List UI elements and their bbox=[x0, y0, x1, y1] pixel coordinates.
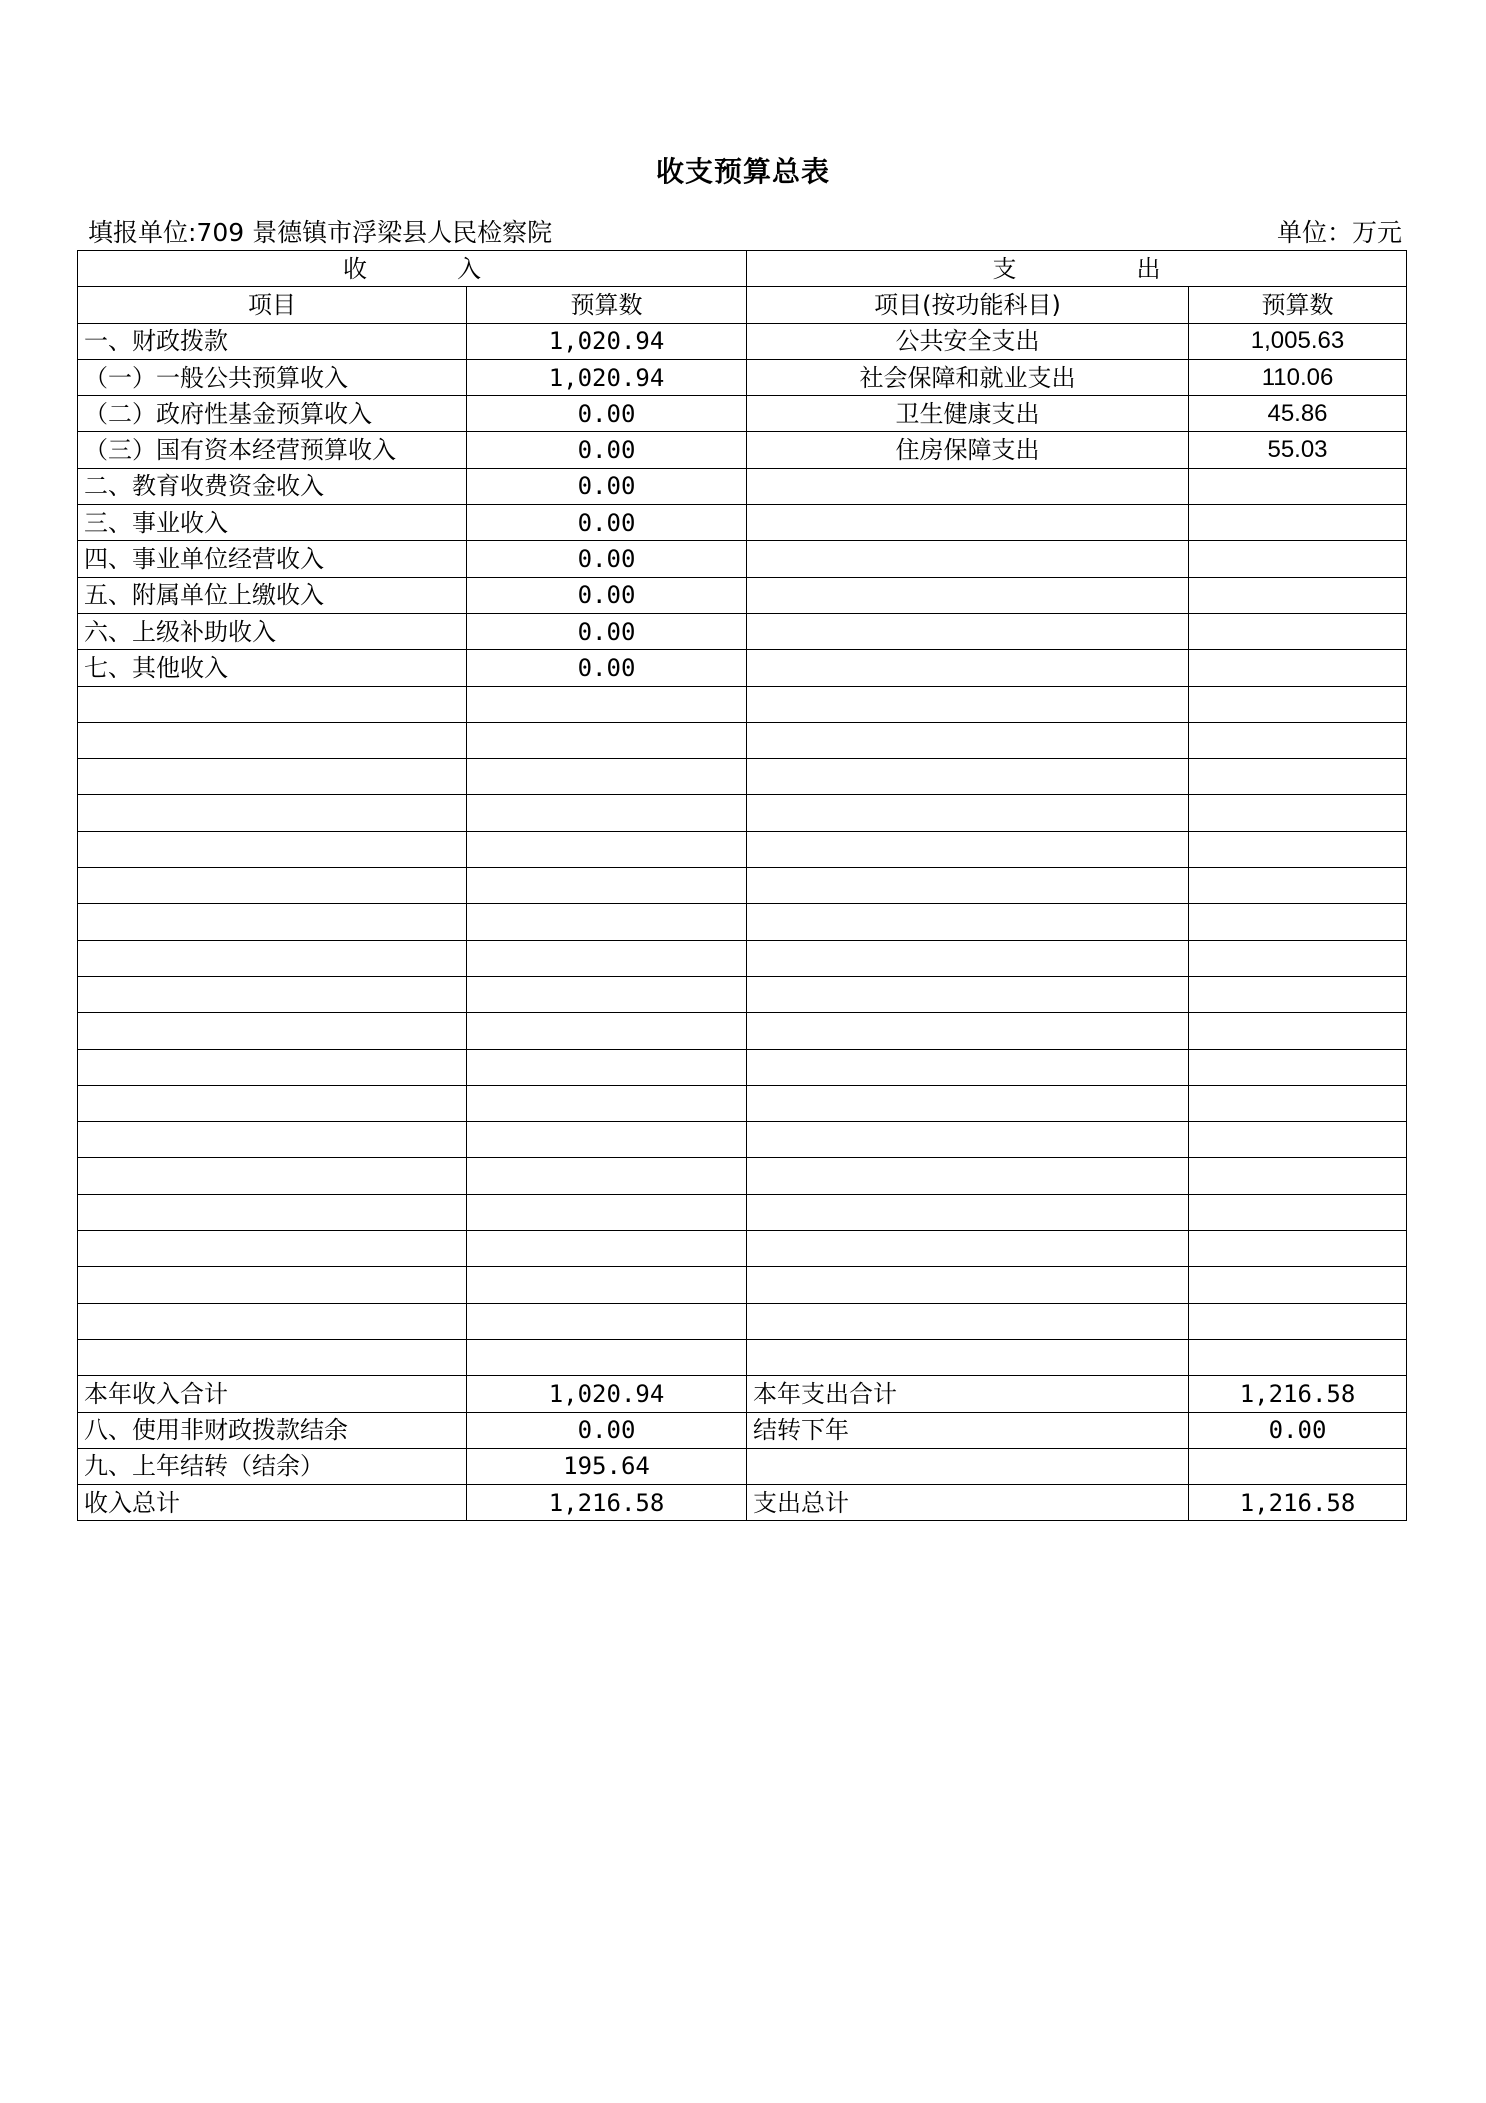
empty-cell bbox=[1189, 1303, 1407, 1339]
income-item-cell: 二、教育收费资金收入 bbox=[78, 468, 467, 504]
empty-row bbox=[78, 759, 1407, 795]
empty-cell bbox=[78, 1085, 467, 1121]
expense-amount-cell: 1,005.63 bbox=[1189, 323, 1407, 359]
empty-cell bbox=[78, 1303, 467, 1339]
empty-cell bbox=[78, 795, 467, 831]
expense-item-cell bbox=[747, 650, 1189, 686]
empty-cell bbox=[78, 1013, 467, 1049]
income-amount-cell: 0.00 bbox=[467, 577, 747, 613]
expense-item-cell bbox=[747, 613, 1189, 649]
empty-cell bbox=[467, 1013, 747, 1049]
empty-row bbox=[78, 1158, 1407, 1194]
empty-cell bbox=[78, 831, 467, 867]
empty-cell bbox=[747, 1049, 1189, 1085]
expense-total-amount: 1,216.58 bbox=[1189, 1485, 1407, 1521]
empty-row bbox=[78, 831, 1407, 867]
empty-cell bbox=[1189, 976, 1407, 1012]
income-total-label: 收入总计 bbox=[78, 1485, 467, 1521]
empty-cell bbox=[78, 1194, 467, 1230]
empty-cell bbox=[78, 722, 467, 758]
empty-row bbox=[78, 722, 1407, 758]
empty-cell bbox=[467, 722, 747, 758]
empty-row bbox=[78, 1049, 1407, 1085]
empty-cell bbox=[1189, 1013, 1407, 1049]
empty-cell bbox=[78, 904, 467, 940]
empty-cell bbox=[1189, 1267, 1407, 1303]
income-total-label: 本年收入合计 bbox=[78, 1376, 467, 1412]
empty-cell bbox=[78, 759, 467, 795]
total-row bbox=[78, 1412, 1407, 1448]
empty-cell bbox=[747, 1303, 1189, 1339]
empty-cell bbox=[747, 686, 1189, 722]
income-group-header bbox=[78, 251, 747, 287]
income-item-cell: （一）一般公共预算收入 bbox=[78, 359, 467, 395]
table-row bbox=[78, 650, 1407, 686]
empty-cell bbox=[1189, 759, 1407, 795]
empty-cell bbox=[1189, 831, 1407, 867]
empty-row bbox=[78, 868, 1407, 904]
empty-cell bbox=[467, 976, 747, 1012]
expense-group-char-1: 支 bbox=[992, 254, 1017, 283]
expense-total-label: 本年支出合计 bbox=[747, 1376, 1189, 1412]
expense-amount-cell: 55.03 bbox=[1189, 432, 1407, 468]
table-row bbox=[78, 577, 1407, 613]
empty-cell bbox=[467, 1267, 747, 1303]
expense-amount-header: 预算数 bbox=[1189, 287, 1407, 323]
income-amount-cell: 0.00 bbox=[467, 650, 747, 686]
empty-row bbox=[78, 686, 1407, 722]
empty-cell bbox=[747, 1267, 1189, 1303]
income-amount-cell: 0.00 bbox=[467, 432, 747, 468]
empty-cell bbox=[1189, 1122, 1407, 1158]
income-item-cell: 七、其他收入 bbox=[78, 650, 467, 686]
empty-cell bbox=[467, 686, 747, 722]
reporting-unit: 填报单位:709 景德镇市浮梁县人民检察院 bbox=[88, 218, 553, 247]
empty-cell bbox=[747, 722, 1189, 758]
income-item-cell: 一、财政拨款 bbox=[78, 323, 467, 359]
empty-row bbox=[78, 795, 1407, 831]
empty-row bbox=[78, 1231, 1407, 1267]
income-total-label: 九、上年结转（结余） bbox=[78, 1448, 467, 1484]
empty-row bbox=[78, 904, 1407, 940]
empty-cell bbox=[1189, 1339, 1407, 1375]
table-row bbox=[78, 396, 1407, 432]
table-row bbox=[78, 323, 1407, 359]
empty-row bbox=[78, 1013, 1407, 1049]
empty-cell bbox=[78, 940, 467, 976]
income-amount-cell: 0.00 bbox=[467, 613, 747, 649]
empty-cell bbox=[467, 1339, 747, 1375]
empty-row bbox=[78, 1122, 1407, 1158]
empty-cell bbox=[1189, 1158, 1407, 1194]
expense-total-amount: 1,216.58 bbox=[1189, 1376, 1407, 1412]
income-amount-cell: 1,020.94 bbox=[467, 323, 747, 359]
empty-cell bbox=[747, 1122, 1189, 1158]
expense-item-cell: 社会保障和就业支出 bbox=[747, 359, 1189, 395]
expense-amount-cell bbox=[1189, 650, 1407, 686]
expense-item-cell: 公共安全支出 bbox=[747, 323, 1189, 359]
income-item-cell: 六、上级补助收入 bbox=[78, 613, 467, 649]
empty-cell bbox=[747, 1194, 1189, 1230]
expense-amount-cell bbox=[1189, 613, 1407, 649]
group-header-row bbox=[78, 251, 1407, 287]
income-amount-header: 预算数 bbox=[467, 287, 747, 323]
currency-unit: 单位：万元 bbox=[1276, 218, 1402, 247]
table-row bbox=[78, 541, 1407, 577]
empty-cell bbox=[78, 1049, 467, 1085]
empty-cell bbox=[78, 1231, 467, 1267]
empty-cell bbox=[747, 976, 1189, 1012]
income-amount-cell: 0.00 bbox=[467, 541, 747, 577]
empty-row bbox=[78, 1303, 1407, 1339]
empty-cell bbox=[467, 904, 747, 940]
empty-cell bbox=[1189, 1231, 1407, 1267]
empty-cell bbox=[78, 1122, 467, 1158]
empty-cell bbox=[78, 686, 467, 722]
empty-cell bbox=[1189, 795, 1407, 831]
empty-cell bbox=[747, 759, 1189, 795]
expense-amount-cell: 45.86 bbox=[1189, 396, 1407, 432]
expense-item-cell: 住房保障支出 bbox=[747, 432, 1189, 468]
income-total-amount: 0.00 bbox=[467, 1412, 747, 1448]
income-item-cell: 四、事业单位经营收入 bbox=[78, 541, 467, 577]
total-row bbox=[78, 1485, 1407, 1521]
column-header-row bbox=[78, 287, 1407, 323]
empty-cell bbox=[747, 1339, 1189, 1375]
empty-cell bbox=[747, 831, 1189, 867]
empty-row bbox=[78, 1339, 1407, 1375]
empty-cell bbox=[747, 940, 1189, 976]
empty-cell bbox=[467, 795, 747, 831]
empty-cell bbox=[1189, 940, 1407, 976]
empty-cell bbox=[1189, 686, 1407, 722]
empty-cell bbox=[1189, 1085, 1407, 1121]
empty-cell bbox=[467, 1122, 747, 1158]
empty-cell bbox=[1189, 1049, 1407, 1085]
income-total-amount: 1,216.58 bbox=[467, 1485, 747, 1521]
expense-amount-cell bbox=[1189, 541, 1407, 577]
income-group-char-1: 收 bbox=[343, 254, 367, 283]
empty-cell bbox=[747, 795, 1189, 831]
expense-item-cell bbox=[747, 505, 1189, 541]
empty-cell bbox=[467, 940, 747, 976]
table-row bbox=[78, 359, 1407, 395]
empty-cell bbox=[747, 868, 1189, 904]
empty-row bbox=[78, 1085, 1407, 1121]
empty-cell bbox=[78, 1267, 467, 1303]
income-amount-cell: 0.00 bbox=[467, 468, 747, 504]
empty-cell bbox=[747, 1231, 1189, 1267]
empty-cell bbox=[467, 1085, 747, 1121]
empty-cell bbox=[467, 1158, 747, 1194]
table-row bbox=[78, 432, 1407, 468]
empty-cell bbox=[1189, 722, 1407, 758]
empty-row bbox=[78, 976, 1407, 1012]
empty-cell bbox=[747, 1085, 1189, 1121]
empty-cell bbox=[1189, 1194, 1407, 1230]
expense-total-label: 支出总计 bbox=[747, 1485, 1189, 1521]
income-total-label: 八、使用非财政拨款结余 bbox=[78, 1412, 467, 1448]
income-item-cell: （三）国有资本经营预算收入 bbox=[78, 432, 467, 468]
income-item-cell: （二）政府性基金预算收入 bbox=[78, 396, 467, 432]
empty-cell bbox=[78, 1158, 467, 1194]
empty-cell bbox=[747, 1158, 1189, 1194]
empty-cell bbox=[467, 1194, 747, 1230]
empty-cell bbox=[747, 904, 1189, 940]
expense-amount-cell bbox=[1189, 577, 1407, 613]
empty-cell bbox=[467, 759, 747, 795]
table-row bbox=[78, 505, 1407, 541]
empty-cell bbox=[467, 868, 747, 904]
empty-row bbox=[78, 1194, 1407, 1230]
expense-amount-cell: 110.06 bbox=[1189, 359, 1407, 395]
expense-total-label: 结转下年 bbox=[747, 1412, 1189, 1448]
expense-item-cell bbox=[747, 541, 1189, 577]
total-row bbox=[78, 1448, 1407, 1484]
expense-item-cell bbox=[747, 468, 1189, 504]
expense-total-amount bbox=[1189, 1448, 1407, 1484]
empty-cell bbox=[78, 976, 467, 1012]
expense-total-amount: 0.00 bbox=[1189, 1412, 1407, 1448]
total-row bbox=[78, 1376, 1407, 1412]
empty-row bbox=[78, 1267, 1407, 1303]
page-title: 收支预算总表 bbox=[655, 155, 830, 188]
empty-cell bbox=[1189, 904, 1407, 940]
expense-group-char-2: 出 bbox=[1136, 254, 1161, 283]
empty-row bbox=[78, 940, 1407, 976]
budget-table bbox=[77, 250, 1407, 1521]
expense-group-header bbox=[747, 251, 1407, 287]
empty-cell bbox=[1189, 868, 1407, 904]
income-group-char-2: 入 bbox=[457, 254, 481, 283]
expense-total-label bbox=[747, 1448, 1189, 1484]
expense-amount-cell bbox=[1189, 468, 1407, 504]
empty-cell bbox=[78, 868, 467, 904]
expense-amount-cell bbox=[1189, 505, 1407, 541]
empty-cell bbox=[467, 1049, 747, 1085]
empty-cell bbox=[467, 1231, 747, 1267]
expense-item-cell bbox=[747, 577, 1189, 613]
table-row bbox=[78, 613, 1407, 649]
expense-item-cell: 卫生健康支出 bbox=[747, 396, 1189, 432]
income-item-header: 项目 bbox=[78, 287, 467, 323]
empty-cell bbox=[78, 1339, 467, 1375]
table-row bbox=[78, 468, 1407, 504]
income-amount-cell: 1,020.94 bbox=[467, 359, 747, 395]
empty-cell bbox=[467, 1303, 747, 1339]
empty-cell bbox=[747, 1013, 1189, 1049]
income-item-cell: 五、附属单位上缴收入 bbox=[78, 577, 467, 613]
income-amount-cell: 0.00 bbox=[467, 396, 747, 432]
income-total-amount: 195.64 bbox=[467, 1448, 747, 1484]
income-item-cell: 三、事业收入 bbox=[78, 505, 467, 541]
empty-cell bbox=[467, 831, 747, 867]
income-amount-cell: 0.00 bbox=[467, 505, 747, 541]
expense-item-header: 项目(按功能科目) bbox=[747, 287, 1189, 323]
income-total-amount: 1,020.94 bbox=[467, 1376, 747, 1412]
